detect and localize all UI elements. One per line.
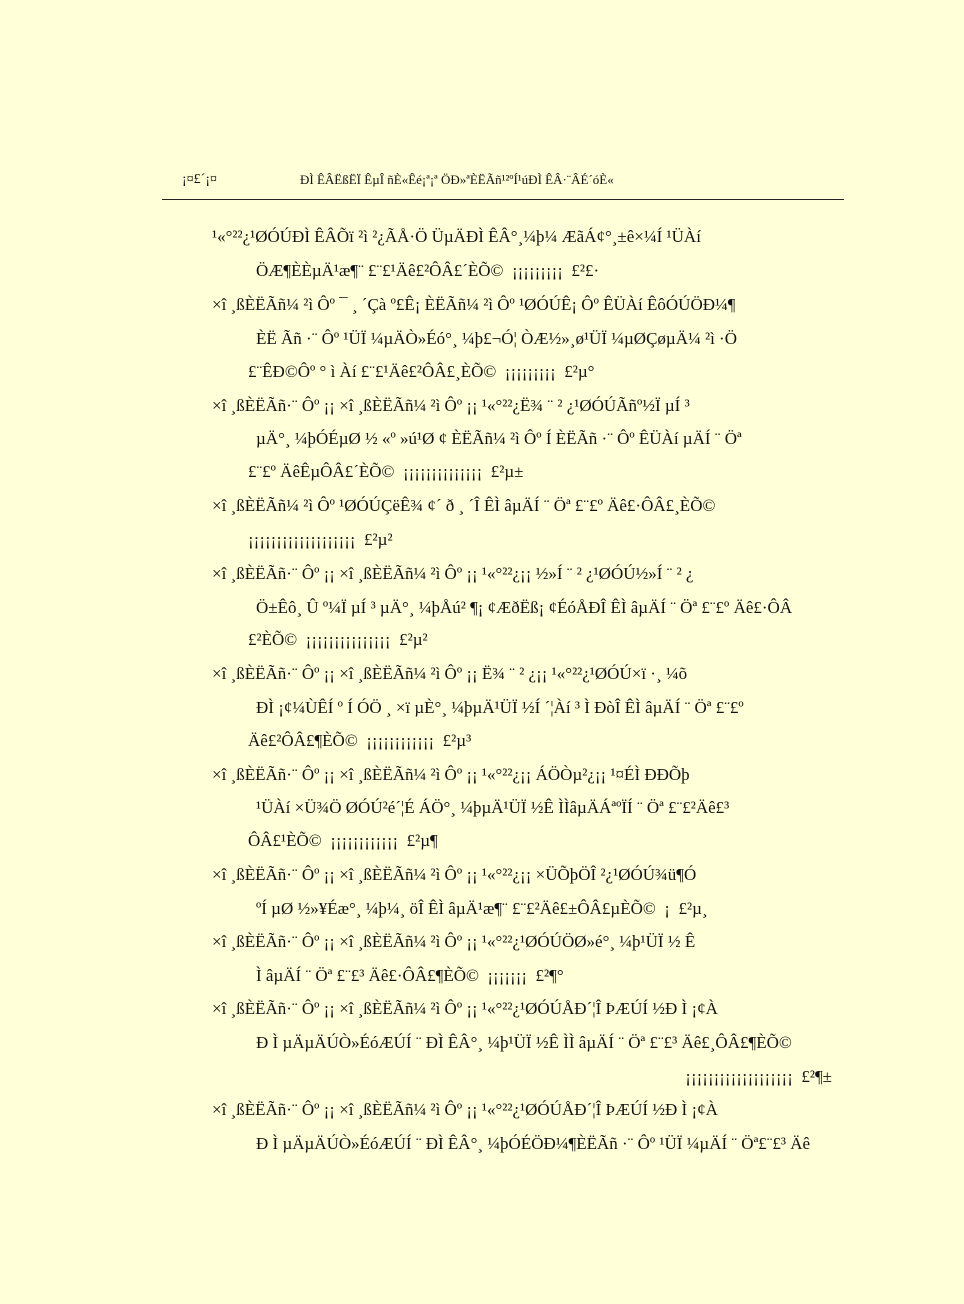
- toc-line: ¹ÜÀí ×Ü¾Ö ØÓÚ²é´¦É ÁÖ°¸ ¼þµÄ¹ÜÏ ½Ê ÌÌâµÄÁªºÏÍ ¨ Öª £¨£²Äê£³: [256, 798, 730, 817]
- toc-line: ×î ¸ßÈËÃñ·¨ Ôº ¡¡ ×î ¸ßÈËÃñ¼ ²ì Ôº ¡¡ ¹«°²²¿¡¡ ×ÜÕþÖÎ ²¿¹ØÓÚ¾ü¶Ó: [212, 865, 697, 884]
- toc-line: Äê£²ÔÂ£¶ÈÕ© ¡¡¡¡¡¡¡¡¡¡¡¡ £²µ³: [248, 731, 472, 750]
- toc-line: µÄ°¸ ¼þÓÉµØ ½ «º »ú¹Ø ¢ ÈËÃñ¼ ²ì Ôº Í ÈËÃñ ·¨ Ôº ÊÜÀí µÄÍ ¨ Öª: [256, 429, 742, 448]
- toc-line: ×î ¸ßÈËÃñ·¨ Ôº ¡¡ ×î ¸ßÈËÃñ¼ ²ì Ôº ¡¡ ¹«°²²¿¹ØÓÚÅÐ´¦Î ÞÆÚÍ ½Ð Ì ¡¢À: [212, 1100, 718, 1119]
- toc-line: Ð Ì µÄµÄÚÒ»ÉóÆÚÍ ¨ ÐÌ ÊÂ°¸ ¼þ¹ÜÏ ½Ê ÌÌ âµÄÍ ¨ Öª £¨£³ Äê£¸ÔÂ£¶ÈÕ©: [256, 1033, 792, 1052]
- toc-line: ºÍ µØ ½»¥Éæ°¸ ¼þ¼¸ öÎ ÊÌ âµÄ¹æ¶¨ £¨£²Äê£±ÔÂ£µÈÕ© ¡ £²µ¸: [256, 899, 708, 918]
- toc-line: ÖÆ¶ÈÈµÄ¹æ¶¨ £¨£¹Äê£²ÔÂ£´ÈÕ© ¡¡¡¡¡¡¡¡¡ £²£·: [256, 261, 600, 280]
- toc-line: ÔÂ£¹ÈÕ© ¡¡¡¡¡¡¡¡¡¡¡¡ £²µ¶: [248, 831, 438, 850]
- toc-line: Ð Ì µÄµÄÚÒ»ÉóÆÚÍ ¨ ÐÌ ÊÂ°¸ ¼þÓÉÖÐ¼¶ÈËÃñ ·¨ Ôº ¹ÜÏ ¼µÄÍ ¨ Öª£¨£³ Äê: [256, 1134, 811, 1153]
- toc-line: ×î ¸ßÈËÃñ·¨ Ôº ¡¡ ×î ¸ßÈËÃñ¼ ²ì Ôº ¡¡ ¹«°²²¿¡¡ ½»Í ¨ ² ¿¹ØÓÚ½»Í ¨ ² ¿: [212, 564, 694, 583]
- toc-line: ÈË Ãñ ·¨ Ôº ¹ÜÏ ¼µÄÒ»Éó°¸ ¼þ£¬Ó¦ ÒÆ½»¸ø¹ÜÏ ¼µØÇøµÄ¼ ²ì ·Ö: [256, 329, 737, 348]
- toc-line: Ì âµÄÍ ¨ Öª £¨£³ Äê£·ÔÂ£¶ÈÕ© ¡¡¡¡¡¡¡ £²¶°: [256, 966, 564, 985]
- toc-line: ÐÌ ¡¢¼ÙÊÍ º Í ÓÖ ¸ ×ï µÈ°¸ ¼þµÄ¹ÜÏ ½Í ´¦Àí ³ Ì ÐòÎ ÊÌ âµÄÍ ¨ Öª £¨£º: [256, 698, 744, 717]
- toc-line: ¹«°²²¿¹ØÓÚÐÌ ÊÂÕï ²ì ²¿ÃÅ·Ö ÜµÄÐÌ ÊÂ°¸¼þ¼ ÆãÁ¢°¸±ê×¼Í ¹ÜÀí: [212, 227, 701, 246]
- toc-line: ×î ¸ßÈËÃñ·¨ Ôº ¡¡ ×î ¸ßÈËÃñ¼ ²ì Ôº ¡¡ ¹«°²²¿Ë¾ ¨ ² ¿¹ØÓÚÃñº½Ï µÍ ³: [212, 396, 690, 415]
- toc-line: ×î ¸ßÈËÃñ·¨ Ôº ¡¡ ×î ¸ßÈËÃñ¼ ²ì Ôº ¡¡ ¹«°²²¿¡¡ ÁÖÒµ²¿¡¡ ¹¤ÉÌ ÐÐÕþ: [212, 765, 690, 784]
- toc-line: ¡¡¡¡¡¡¡¡¡¡¡¡¡¡¡¡¡¡¡ £²¶±: [685, 1067, 832, 1086]
- toc-line: ×î ¸ßÈËÃñ·¨ Ôº ¡¡ ×î ¸ßÈËÃñ¼ ²ì Ôº ¡¡ ¹«°²²¿¹ØÓÚÅÐ´¦Î ÞÆÚÍ ½Ð Ì ¡¢À: [212, 999, 718, 1018]
- toc-line: ¡¡¡¡¡¡¡¡¡¡¡¡¡¡¡¡¡¡¡ £²µ²: [248, 530, 393, 549]
- toc-line: ×î ¸ßÈËÃñ·¨ Ôº ¡¡ ×î ¸ßÈËÃñ¼ ²ì Ôº ¡¡ ¹«°²²¿¹ØÓÚÖØ»é°¸ ¼þ¹ÜÏ ½ Ê: [212, 932, 696, 951]
- toc-line: £¨£º ÄêÊµÔÂ£´ÈÕ© ¡¡¡¡¡¡¡¡¡¡¡¡¡¡ £²µ±: [248, 462, 524, 481]
- toc-line: £²ÈÕ© ¡¡¡¡¡¡¡¡¡¡¡¡¡¡¡ £²µ²: [248, 630, 428, 649]
- toc-line: ×î ¸ßÈËÃñ¼ ²ì Ôº ¹ØÓÚÇëÊ¾ ¢´ ð ¸ ´Î ÊÌ âµÄÍ ¨ Öª £¨£º Äê£·ÔÂ£¸ÈÕ©: [212, 496, 716, 515]
- toc-line: Ö±Êô¸ Û º¼Ï µÍ ³ µÄ°¸ ¼þÅú² ¶¡ ¢ÆðËß¡ ¢ÉóÅÐÎ ÊÌ âµÄÍ ¨ Öª £¨£º Äê£·ÔÂ: [256, 598, 793, 617]
- header-rule: [162, 199, 844, 200]
- running-title: ÐÌ ÊÂËßËÏ ÊµÎ ñÈ«Êé¡ª¡ª ÖÐ»ªÈËÃñ¹²ºÍ¹úÐÌ ÊÂ·¨ÂÉ´óÈ«: [300, 172, 614, 187]
- toc-line: ×î ¸ßÈËÃñ¼ ²ì Ôº ¯ ¸ ´Çà º£Ê¡ ÈËÃñ¼ ²ì Ôº ¹ØÓÚÊ¡ Ôº ÊÜÀí ÊôÓÚÖÐ¼¶: [212, 295, 736, 314]
- page-number: ¡¤£´¡¤: [182, 172, 217, 187]
- toc-line: ×î ¸ßÈËÃñ·¨ Ôº ¡¡ ×î ¸ßÈËÃñ¼ ²ì Ôº ¡¡ Ë¾ ¨ ² ¿¡¡ ¹«°²²¿¹ØÓÚ×ï ·¸ ¼õ: [212, 664, 688, 683]
- toc-line: £¨ÊÐ©Ôº ° ì Àí £¨£¹Äê£²ÔÂ£¸ÈÕ© ¡¡¡¡¡¡¡¡¡ £²µ°: [248, 362, 595, 381]
